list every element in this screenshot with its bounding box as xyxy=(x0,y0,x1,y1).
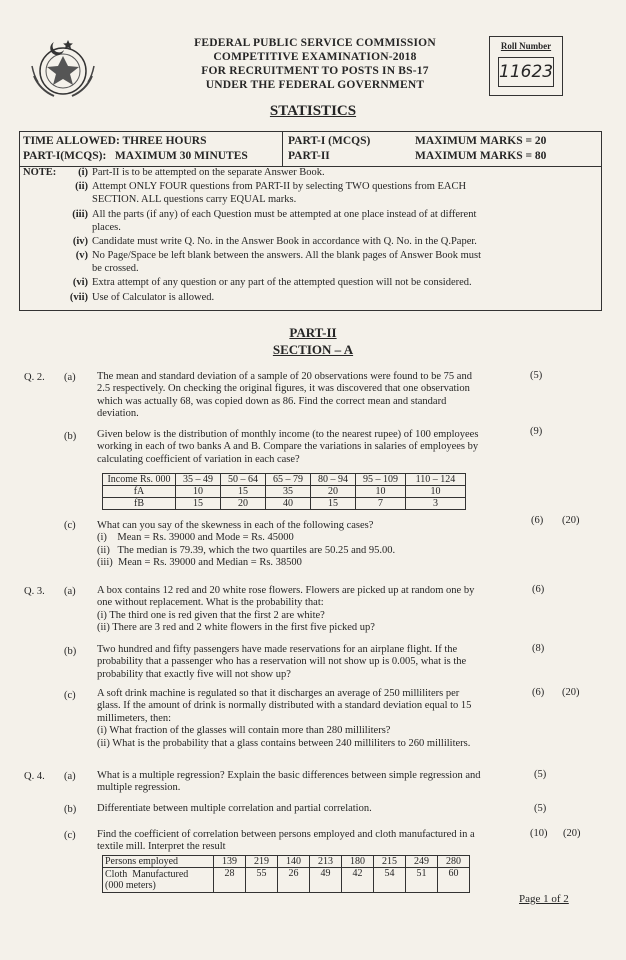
q3b-text: Two hundred and fifty passengers have made reservations for an airplane flight. If the probability that a passenger who has a reservation will not show up is 0.005, what is the probability that exactly five will not show up? xyxy=(97,644,467,680)
q3a-text: A box contains 12 red and 20 white rose flowers. Flowers are picked up at random one by one without replacement. What is the probability that: (i) The third one is red given that the first 2 are white? (ii) There are 3 red and 2 white flowers in the first five picked up? xyxy=(97,585,475,634)
table-row: Cloth Manufactured (000 meters) 28 55 26 49 42 54 51 60 xyxy=(103,868,470,893)
q3b-label: (b) xyxy=(64,646,77,657)
q2c-text: What can you say of the skewness in each of the following cases? (i) Mean = Rs. 39000 and Mode = Rs. 45000 (ii) The median is 79.39, which the two quartiles are 50.25 and 95.00. (iii) Mean = Rs. 39000 and Median = Rs. 38500 xyxy=(97,520,396,569)
table-row: Persons employed 139 219 140 213 180 215 249 280 xyxy=(103,856,470,868)
q4c-text: Find the coefficient of correlation between persons employed and cloth manufactured in a textile mill. Interpret the result xyxy=(97,829,475,853)
q2-total-marks: (20) xyxy=(562,515,580,526)
header-line-1: FEDERAL PUBLIC SERVICE COMMISSION xyxy=(194,37,436,49)
section-title: SECTION – A xyxy=(272,342,354,357)
correlation-table xyxy=(102,855,470,893)
q3c-marks: (6) xyxy=(532,687,545,698)
page-number: Page 1 of 2 xyxy=(519,893,569,905)
q3a-marks: (6) xyxy=(532,584,545,595)
q4-number: Q. 4. xyxy=(24,771,45,782)
q4a-label: (a) xyxy=(64,771,76,782)
header-line-3: FOR RECRUITMENT TO POSTS IN BS-17 xyxy=(201,65,429,77)
part-title: PART-II xyxy=(289,325,337,340)
q3c-label: (c) xyxy=(64,690,76,701)
q4a-text: What is a multiple regression? Explain the basic differences between simple regression and multiple regression. xyxy=(97,770,481,794)
income-distribution-table xyxy=(102,473,466,510)
part1-marks: MAXIMUM MARKS = 20 xyxy=(415,135,547,147)
roll-number-value: 11623 xyxy=(498,57,554,87)
q4a-marks: (5) xyxy=(534,769,547,780)
time-allowed: TIME ALLOWED: THREE HOURS xyxy=(23,135,207,147)
q2a-label: (a) xyxy=(64,372,76,383)
header-line-2: COMPETITIVE EXAMINATION-2018 xyxy=(213,51,417,63)
q2c-marks: (6) xyxy=(531,515,544,526)
q2b-label: (b) xyxy=(64,431,77,442)
roll-number-label: Roll Number xyxy=(500,41,552,51)
q2b-text: Given below is the distribution of monthly income (to the nearest rupee) of 100 employees working in each of two banks A and B. Compare the variations in salaries of employees by calculating coefficient of variation in each case? xyxy=(97,429,479,465)
q4-total-marks: (20) xyxy=(563,828,581,839)
header-line-4: UNDER THE FEDERAL GOVERNMENT xyxy=(205,79,425,91)
q2a-marks: (5) xyxy=(530,370,543,381)
q3-total-marks: (20) xyxy=(562,687,580,698)
table-row: fA 10 15 35 20 10 10 xyxy=(103,486,466,498)
q4b-label: (b) xyxy=(64,804,77,815)
subject-title: STATISTICS xyxy=(269,103,357,119)
q3-number: Q. 3. xyxy=(24,586,45,597)
part1-time: PART-I(MCQS): MAXIMUM 30 MINUTES xyxy=(23,150,248,162)
q4b-marks: (5) xyxy=(534,803,547,814)
q3a-label: (a) xyxy=(64,586,76,597)
q3b-marks: (8) xyxy=(532,643,545,654)
notes-box: NOTE: (i) Part-II is to be attempted on the separate Answer Book. (ii) Attempt ONLY FOUR questions from PART-II by selecting TWO questions from EACH SECTION. ALL questions carry EQUAL marks. (iii) All the parts (if any) of each Question must be attempted at one place instead of at different places. (iv) Candidate must write Q. No. in the Answer Book in accordance with Q. No. in the Q.Paper. (v) No Page/Space be left blank between the answers. All the blank pages of Answer Book must be crossed. (vi) Extra attempt of any question or any part of the attempted question will not be considered. (vii) Use of Calculator is allowed. xyxy=(19,165,602,311)
part2-label: PART-II xyxy=(288,150,330,162)
q2c-label: (c) xyxy=(64,520,76,531)
q3c-text: A soft drink machine is regulated so that it discharges an average of 250 milliliters per glass. If the amount of drink is normally distributed with a standard deviation equal to 15 millimeters, then: (i) What fraction of the glasses will contain more than 280 milliliters? (ii) What is the probability that a glass contains between 240 milliliters to 260 milliliters. xyxy=(97,688,472,749)
q4b-text: Differentiate between multiple correlation and partial correlation. xyxy=(97,803,372,814)
note-label: NOTE: xyxy=(23,167,57,178)
part1-label: PART-I (MCQS) xyxy=(288,135,371,147)
q4c-label: (c) xyxy=(64,830,76,841)
fpsc-emblem-logo xyxy=(24,36,102,102)
q4c-marks: (10) xyxy=(530,828,548,839)
q2b-marks: (9) xyxy=(530,426,543,437)
q2-number: Q. 2. xyxy=(24,372,45,383)
roll-number-box xyxy=(489,36,563,96)
table-row: fB 15 20 40 15 7 3 xyxy=(103,498,466,510)
table-header-row: Income Rs. 000 35 – 49 50 – 64 65 – 79 80 – 94 95 – 109 110 – 124 xyxy=(103,474,466,486)
part2-marks: MAXIMUM MARKS = 80 xyxy=(415,150,547,162)
exam-info-table xyxy=(19,131,602,167)
q2a-text: The mean and standard deviation of a sample of 20 observations were found to be 75 and 2.5 respectively. On checking the original figures, it was discovered that one observation which was actually 68, was copied down as 86. Find the correct mean and standard deviation. xyxy=(97,371,472,420)
